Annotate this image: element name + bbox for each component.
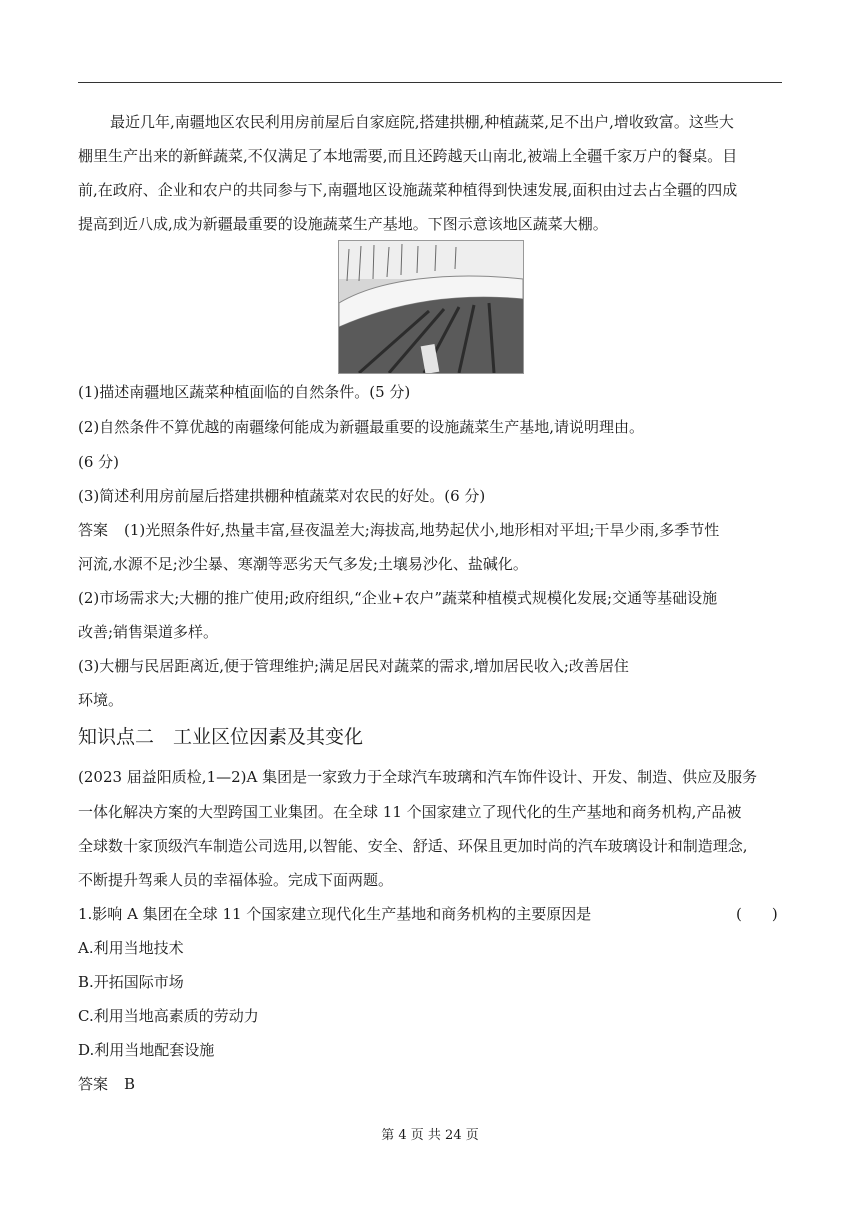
question-2: (2)自然条件不算优越的南疆缘何能成为新疆最重要的设施蔬菜生产基地,请说明理由。: [78, 418, 645, 436]
answer-2-line-1: (2)市场需求大;大棚的推广使用;政府组织,“企业+农户”蔬菜种植模式规模化发展;交通等基础设施: [78, 589, 718, 607]
option-d: D.利用当地配套设施: [78, 1041, 215, 1059]
question-3: (3)简述利用房前屋后搭建拱棚种植蔬菜对农民的好处。(6 分): [78, 487, 486, 505]
greenhouse-photo: [338, 240, 524, 374]
header-rule: [78, 82, 782, 83]
mc-answer-value: B: [124, 1075, 136, 1093]
answer-label: 答案: [78, 521, 109, 539]
answer-bracket: ( ): [736, 905, 778, 923]
stem-line-3: 全球数十家顶级汽车制造公司选用,以智能、安全、舒适、环保且更加时尚的汽车玻璃设计和制造理念,: [78, 837, 748, 855]
mc-question: 1.影响 A 集团在全球 11 个国家建立现代化生产基地和商务机构的主要原因是: [78, 905, 592, 923]
answer-1-line-1: [78, 520, 782, 540]
answer-2-line-2: 改善;销售渠道多样。: [78, 623, 219, 641]
answer-3-line-2: 环境。: [78, 691, 124, 709]
option-c: C.利用当地高素质的劳动力: [78, 1007, 259, 1025]
section-heading: 知识点二 工业区位因素及其变化: [78, 726, 364, 748]
answer-1-line-2: 河流,水源不足;沙尘暴、寒潮等恶劣天气多发;土壤易沙化、盐碱化。: [78, 555, 528, 573]
answer-1-text: (1)光照条件好,热量丰富,昼夜温差大;海拔高,地势起伏小,地形相对平坦;干旱少雨,多季节性: [124, 521, 720, 539]
intro-line-2: 棚里生产出来的新鲜蔬菜,不仅满足了本地需要,而且还跨越天山南北,被端上全疆千家万户的餐桌。目: [78, 147, 738, 165]
mc-answer-label: 答案: [78, 1075, 109, 1093]
option-b: B.开拓国际市场: [78, 973, 184, 991]
page-footer: 第 4 页 共 24 页: [381, 1128, 479, 1143]
intro-line-3: 前,在政府、企业和农户的共同参与下,南疆地区设施蔬菜种植得到快速发展,面积由过去占全疆的四成: [78, 181, 738, 199]
option-a: A.利用当地技术: [78, 939, 184, 957]
answer-3-line-1: (3)大棚与民居距离近,便于管理维护;满足居民对蔬菜的需求,增加居民收入;改善居住: [78, 657, 629, 675]
question-2-points: (6 分): [78, 453, 120, 471]
intro-line-4: 提高到近八成,成为新疆最重要的设施蔬菜生产基地。下图示意该地区蔬菜大棚。: [78, 215, 608, 233]
intro-line-1: 最近几年,南疆地区农民利用房前屋后自家庭院,搭建拱棚,种植蔬菜,足不出户,增收致富。这些大: [110, 113, 734, 131]
question-1: (1)描述南疆地区蔬菜种植面临的自然条件。(5 分): [78, 383, 411, 401]
mc-answer: [78, 1074, 782, 1094]
stem-line-1: (2023 届益阳质检,1—2)A 集团是一家致力于全球汽车玻璃和汽车饰件设计、开发、制造、供应及服务: [78, 768, 758, 786]
stem-line-2: 一体化解决方案的大型跨国工业集团。在全球 11 个国家建立了现代化的生产基地和商务机构,产品被: [78, 803, 742, 821]
stem-line-4: 不断提升驾乘人员的幸福体验。完成下面两题。: [78, 871, 394, 889]
